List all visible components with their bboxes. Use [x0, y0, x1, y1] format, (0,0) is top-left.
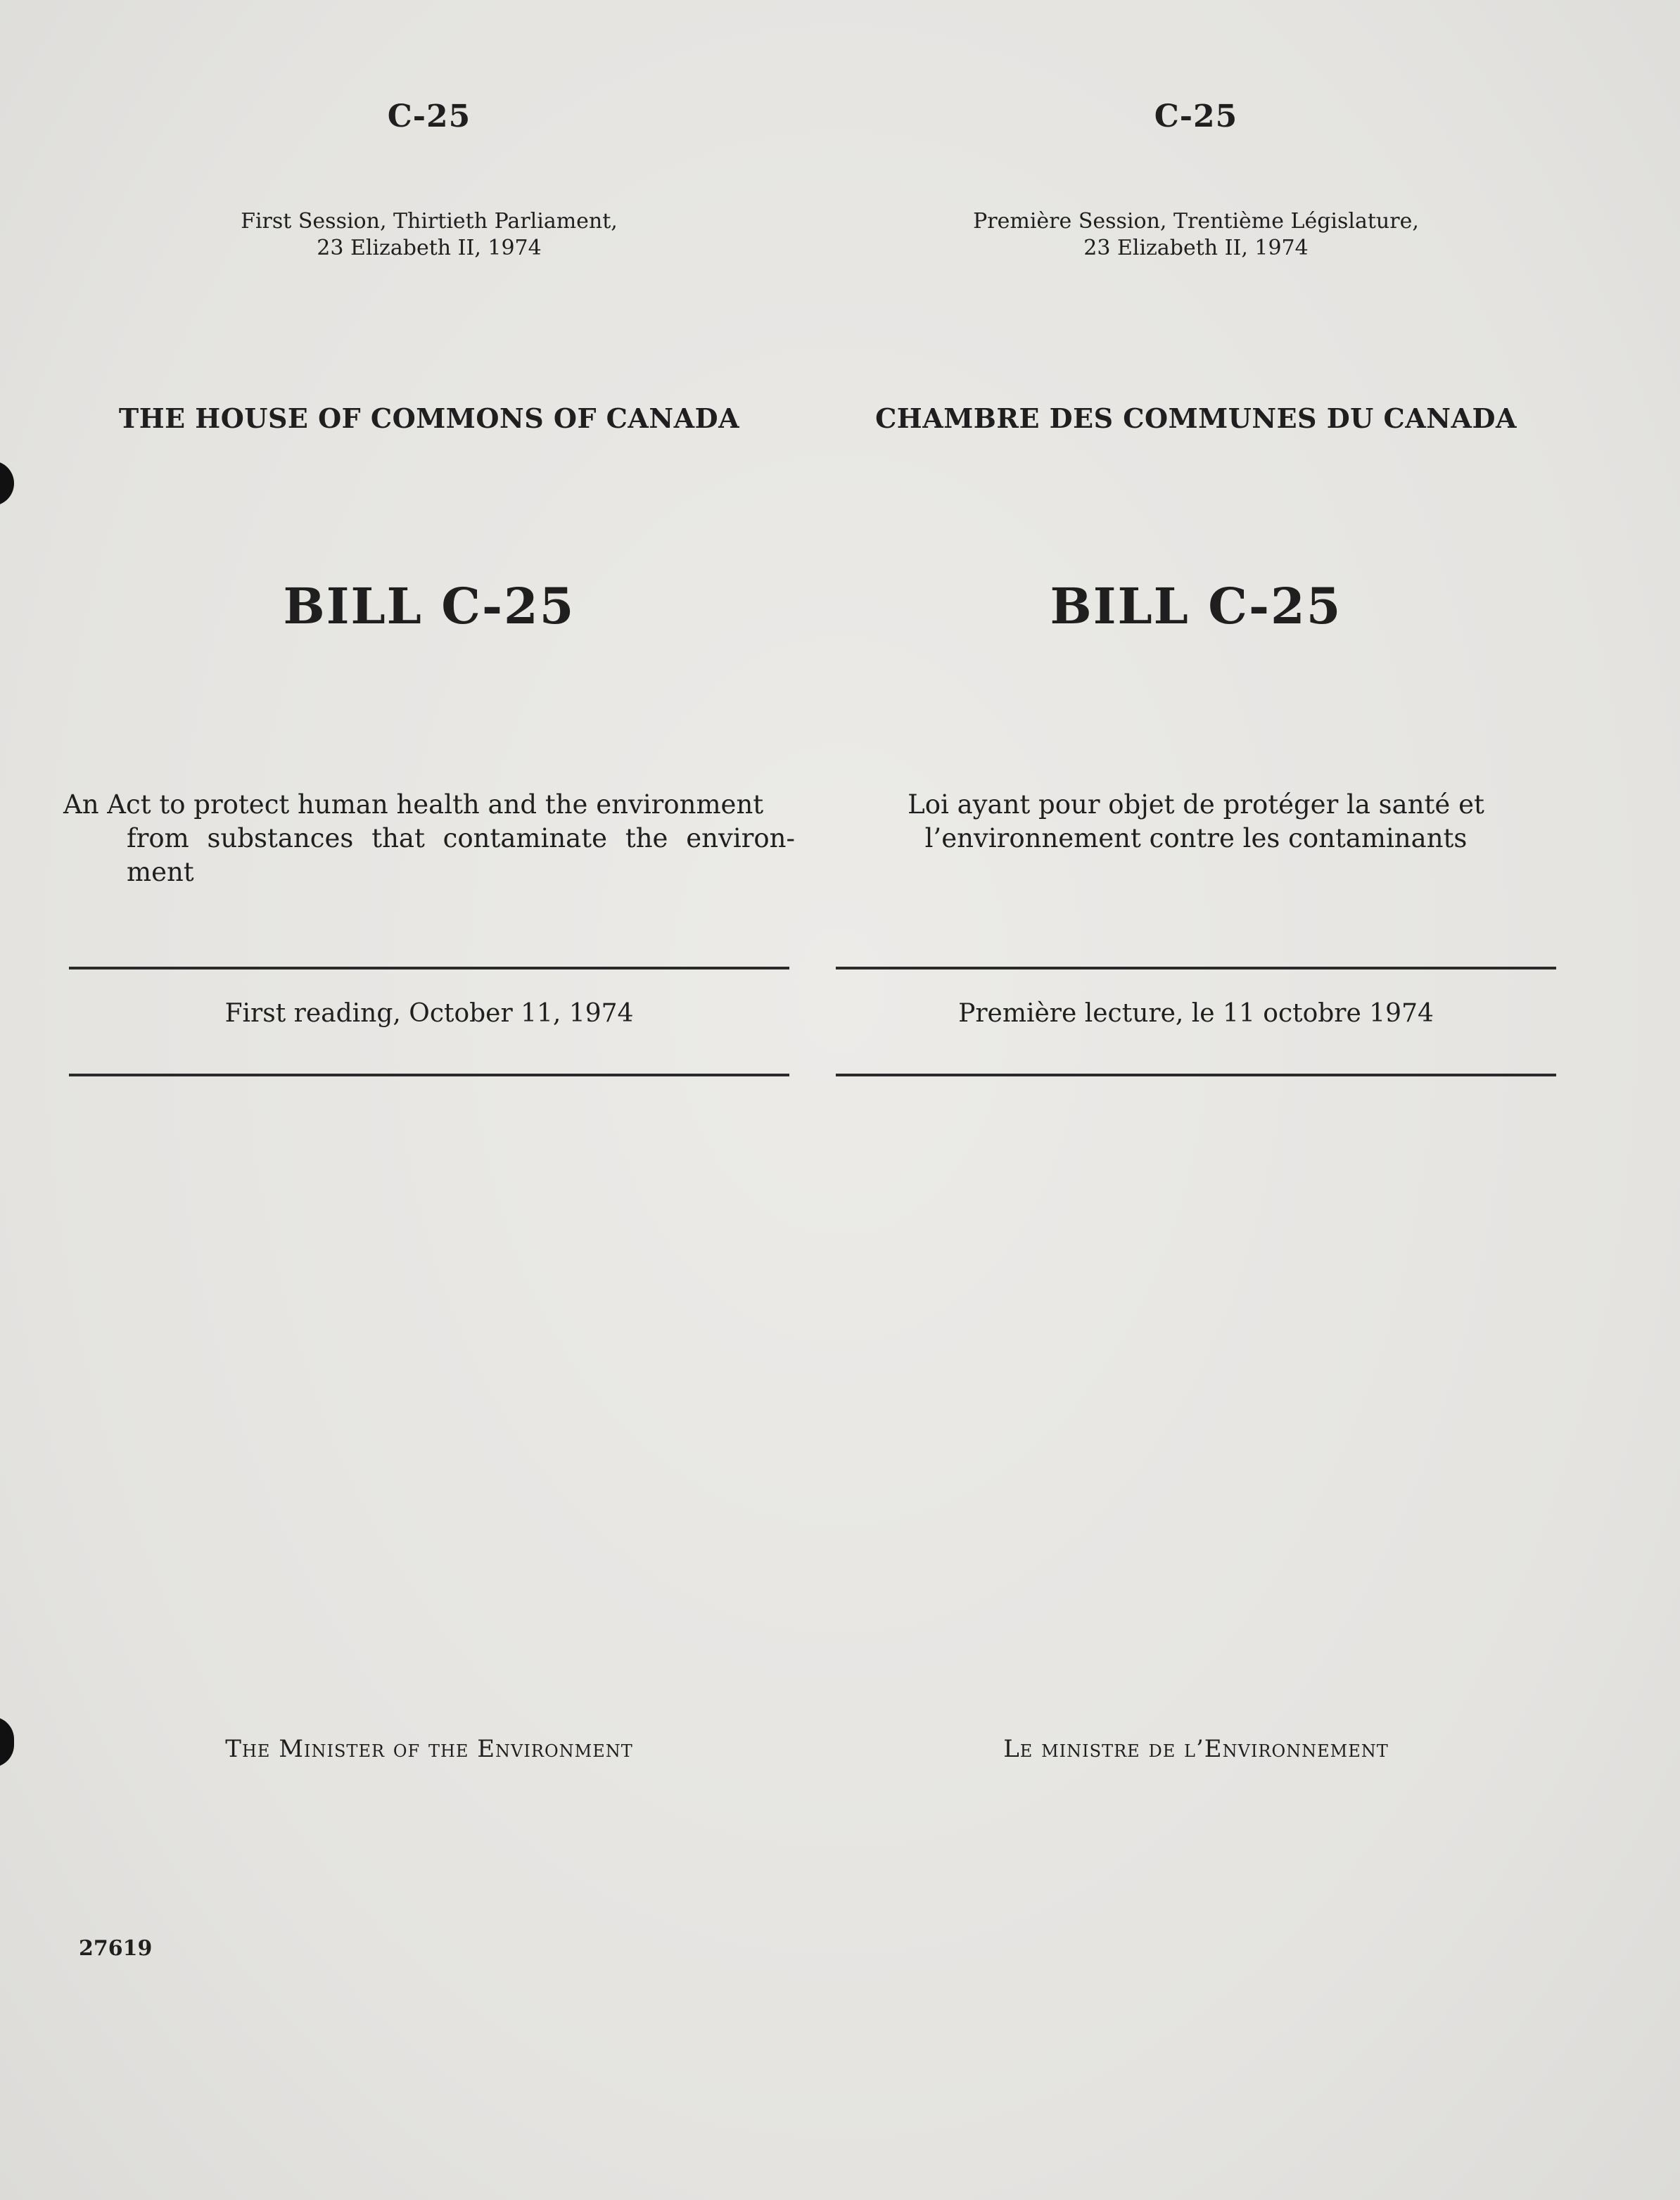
- bill-number: C-25: [387, 98, 471, 134]
- session-line: 23 Elizabeth II, 1974: [317, 236, 542, 260]
- divider-rule: [836, 967, 1556, 969]
- bill-title: BILL C-25: [1050, 577, 1342, 635]
- session-line: 23 Elizabeth II, 1974: [1083, 236, 1309, 260]
- session-line: Première Session, Trentième Législature,: [973, 209, 1419, 234]
- session-line: First Session, Thirtieth Parliament,: [241, 209, 618, 234]
- binding-hole-mark: [0, 461, 14, 506]
- english-column: [63, 0, 795, 2200]
- divider-rule: [69, 1074, 789, 1076]
- minister-signature: The Minister of the Environment: [225, 1735, 633, 1763]
- house-heading: CHAMBRE DES COMMUNES DU CANADA: [875, 402, 1517, 434]
- french-column: [830, 0, 1562, 2200]
- long-title-line: An Act to protect human health and the environment: [63, 789, 764, 820]
- session-info: [830, 208, 1562, 262]
- minister-signature: Le ministre de l’Environnement: [1003, 1735, 1389, 1763]
- print-number: 27619: [79, 1936, 153, 1961]
- long-title-line: l’environnement contre les contaminants: [924, 823, 1468, 853]
- house-heading: THE HOUSE OF COMMONS OF CANADA: [118, 402, 740, 434]
- long-title: [830, 788, 1562, 856]
- divider-rule: [69, 967, 789, 969]
- first-reading: First reading, October 11, 1974: [224, 999, 634, 1028]
- long-title: [63, 788, 795, 889]
- divider-rule: [836, 1074, 1556, 1076]
- binding-hole-mark: [0, 1717, 14, 1767]
- long-title-line: Loi ayant pour objet de protéger la santé et: [908, 789, 1484, 820]
- first-reading: Première lecture, le 11 octobre 1974: [958, 999, 1434, 1028]
- long-title-line: from substances that contaminate the environ-ment: [127, 823, 795, 887]
- bill-title: BILL C-25: [283, 577, 575, 635]
- session-info: [63, 208, 795, 262]
- bill-number: C-25: [1154, 98, 1238, 134]
